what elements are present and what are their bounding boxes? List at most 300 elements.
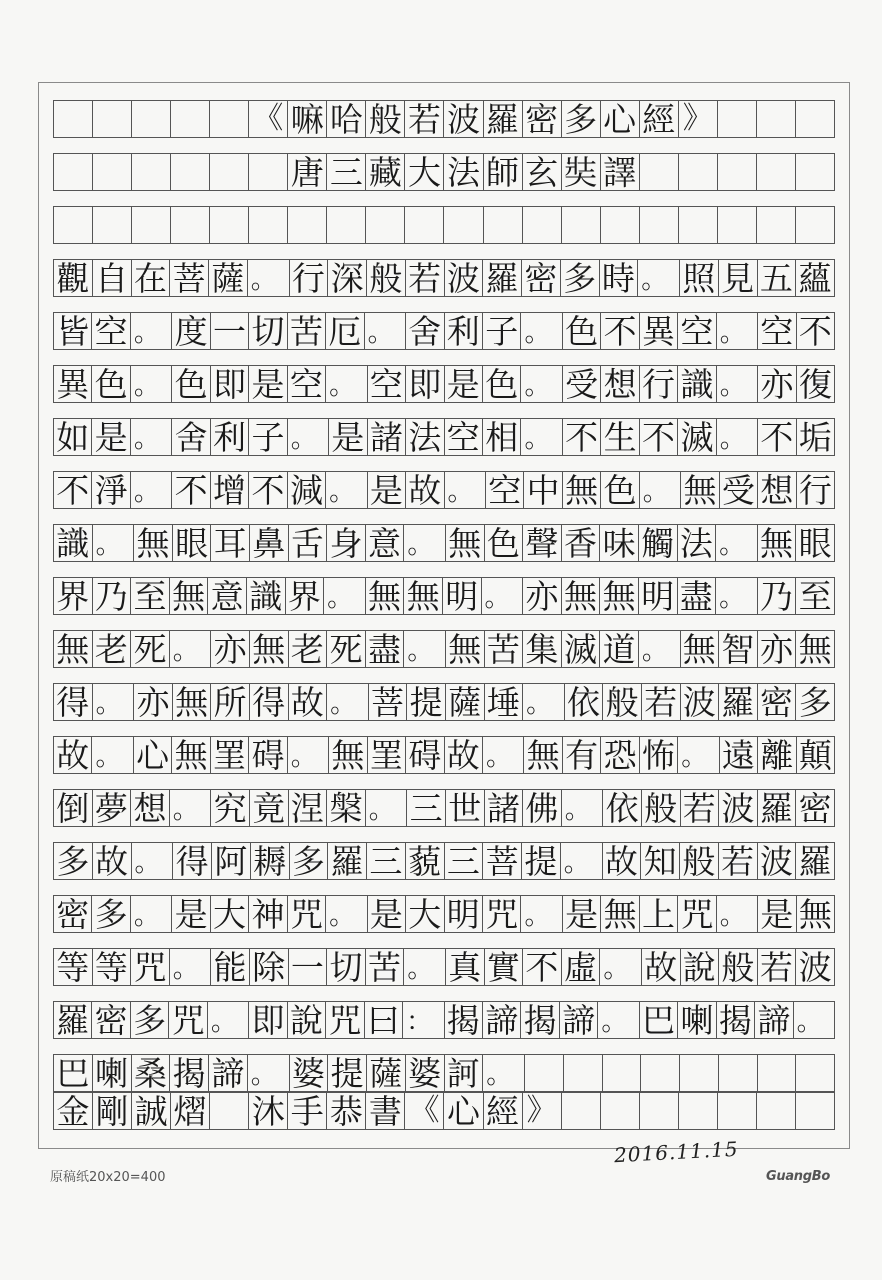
grid-cell-char: 倒 <box>54 790 93 826</box>
grid-cell-char: 神 <box>249 896 287 932</box>
grid-cell-char: 空 <box>486 472 524 508</box>
grid-cell-char: 哈 <box>327 101 366 137</box>
grid-cell-char: 故 <box>445 737 483 773</box>
grid-cell-char: 師 <box>484 154 523 190</box>
grid-cell-char: 觀 <box>54 260 93 296</box>
grid-cell-char: 。 <box>521 896 562 932</box>
grid-cell-char: 揭 <box>717 1002 755 1038</box>
grid-cell-char: 蘊 <box>798 260 832 296</box>
grid-cell-empty <box>640 207 679 243</box>
grid-cell-char: 般 <box>367 260 406 296</box>
grid-cell-char: 若 <box>719 843 758 879</box>
grid-cell-char: 無 <box>404 578 443 614</box>
grid-cell-char: 揭 <box>445 1002 483 1038</box>
grid-cell-char: 波 <box>798 949 832 985</box>
grid-cell-char: 乃 <box>93 578 132 614</box>
grid-cell-empty <box>757 101 796 137</box>
grid-cell-empty <box>132 207 171 243</box>
grid-cell-char: 曰 <box>365 1002 403 1038</box>
grid-cell-empty <box>679 1093 718 1129</box>
grid-cell-char: 。 <box>717 419 758 455</box>
grid-cell-char: 復 <box>798 366 832 402</box>
grid-cell-char: 。 <box>131 313 172 349</box>
grid-cell-char: 受 <box>720 472 758 508</box>
grid-cell-char: 波 <box>719 790 758 826</box>
grid-cell-char: 除 <box>250 949 289 985</box>
grid-cell-char: 。 <box>561 843 603 879</box>
grid-cell-char: 喇 <box>93 1055 132 1091</box>
grid-cell-char: 死 <box>131 631 170 667</box>
grid-cell-char: 碍 <box>406 737 444 773</box>
grid-cell-char: 空 <box>758 313 796 349</box>
grid-cell-empty <box>171 207 210 243</box>
grid-cell-char: 得 <box>54 684 93 720</box>
grid-cell-char: 不 <box>172 472 210 508</box>
grid-cell-char: 。 <box>326 896 367 932</box>
grid-cell-char: 苦 <box>366 949 405 985</box>
grid-cell-char: 。 <box>598 1002 639 1038</box>
grid-cell-char: 空 <box>678 313 716 349</box>
grid-cell-char: 心 <box>444 1093 483 1129</box>
grid-cell-char: 無 <box>170 578 209 614</box>
grid-cell-char: 。 <box>523 684 565 720</box>
grid-cell-char: 無 <box>250 631 289 667</box>
grid-row <box>53 842 835 880</box>
grid-row <box>53 100 835 138</box>
grid-cell-char: 鼻 <box>250 525 289 561</box>
grid-cell-char: 不 <box>798 313 832 349</box>
grid-cell-char: 空 <box>92 313 130 349</box>
grid-cell-char: 異 <box>640 313 678 349</box>
grid-cell-char: 若 <box>406 260 445 296</box>
grid-cell-char: 般 <box>719 949 758 985</box>
grid-cell-char: 。 <box>131 366 172 402</box>
grid-cell-empty <box>564 1055 603 1091</box>
grid-cell-char: 。 <box>248 1055 290 1091</box>
grid-cell-char: 。 <box>208 1002 249 1038</box>
grid-cell-empty <box>54 207 93 243</box>
grid-cell-char: 羅 <box>483 260 522 296</box>
grid-cell-char: 得 <box>250 684 289 720</box>
grid-cell-char: 滅 <box>678 419 716 455</box>
grid-cell-char: 。 <box>327 684 369 720</box>
grid-cell-char: 咒 <box>483 896 521 932</box>
grid-cell-char: 色 <box>485 525 524 561</box>
grid-cell-empty <box>796 101 834 137</box>
grid-cell-char: 。 <box>131 896 172 932</box>
grid-cell-empty <box>249 207 288 243</box>
grid-cell-char: 《 <box>405 1093 444 1129</box>
grid-cell-char: 諦 <box>209 1055 248 1091</box>
grid-cell-empty <box>525 1055 564 1091</box>
grid-cell-char: 般 <box>680 843 719 879</box>
grid-cell-char: 奘 <box>562 154 601 190</box>
grid-cell-char: 。 <box>366 790 408 826</box>
grid-cell-char: 故 <box>54 737 92 773</box>
grid-cell-char: 依 <box>603 790 642 826</box>
grid-cell-char: 舌 <box>289 525 328 561</box>
grid-cell-char: 等 <box>93 949 132 985</box>
grid-cell-char: 大 <box>211 896 249 932</box>
grid-cell-char: 。 <box>521 419 562 455</box>
grid-row <box>53 259 835 297</box>
grid-cell-char: 無 <box>562 578 601 614</box>
grid-cell-char: 子 <box>483 313 521 349</box>
grid-cell-char: 般 <box>642 790 681 826</box>
grid-cell-char: 大 <box>405 154 444 190</box>
grid-cell-char: 觸 <box>639 525 678 561</box>
grid-cell-char: 明 <box>639 578 678 614</box>
grid-cell-char: 減 <box>288 472 326 508</box>
grid-cell-char: 子 <box>249 419 287 455</box>
grid-cell-char: 書 <box>366 1093 405 1129</box>
grid-cell-char: 一 <box>289 949 328 985</box>
grid-cell-empty <box>758 1055 797 1091</box>
grid-cell-char: 。 <box>562 790 604 826</box>
grid-cell-char: 。 <box>326 472 367 508</box>
grid-cell-char: 至 <box>798 578 832 614</box>
grid-cell-empty <box>680 1055 719 1091</box>
grid-cell-char: 密 <box>92 1002 130 1038</box>
grid-row <box>53 683 835 721</box>
grid-cell-char: 是 <box>172 896 210 932</box>
grid-cell-char: 菩 <box>170 260 209 296</box>
grid-cell-empty <box>93 207 132 243</box>
grid-cell-char: 是 <box>368 896 406 932</box>
grid-cell-empty <box>210 1093 249 1129</box>
grid-cell-char: 味 <box>600 525 639 561</box>
grid-cell-char: 。 <box>716 578 758 614</box>
grid-cell-char: 夢 <box>93 790 132 826</box>
grid-cell-char: 密 <box>523 101 562 137</box>
grid-cell-char: 色 <box>172 366 210 402</box>
grid-cell-empty <box>288 207 327 243</box>
paper-format-label: 原稿纸20x20=400 <box>50 1170 166 1185</box>
grid-cell-char: 法 <box>444 154 483 190</box>
grid-cell-char: 不 <box>54 472 92 508</box>
grid-cell-char: 埵 <box>485 684 524 720</box>
grid-cell-char: 。 <box>640 472 681 508</box>
grid-cell-char: 若 <box>681 790 720 826</box>
grid-cell-char: 密 <box>758 684 797 720</box>
grid-cell-char: 。 <box>638 260 680 296</box>
grid-cell-char: 巴 <box>54 1055 93 1091</box>
grid-cell-char: 。 <box>600 949 642 985</box>
grid-cell-empty <box>796 1093 834 1129</box>
grid-cell-char: 無 <box>758 525 797 561</box>
grid-cell-char: 色 <box>601 472 639 508</box>
brand-logo: GuangBo <box>766 1169 830 1184</box>
grid-cell-char: 藏 <box>366 154 405 190</box>
grid-cell-char: 若 <box>405 101 444 137</box>
grid-cell-char: 法 <box>406 419 444 455</box>
grid-row <box>53 206 835 244</box>
grid-cell-char: 。 <box>717 366 758 402</box>
grid-cell-char: 集 <box>523 631 562 667</box>
grid-cell-char: 。 <box>288 737 329 773</box>
grid-cell-char: 。 <box>326 366 367 402</box>
grid-cell-char: 耳 <box>211 525 250 561</box>
grid-cell-empty <box>757 154 796 190</box>
grid-cell-empty <box>366 207 405 243</box>
grid-cell-char: 道 <box>600 631 639 667</box>
grid-cell-char: 。 <box>521 313 562 349</box>
grid-cell-char: 無 <box>524 737 562 773</box>
grid-cell-char: 無 <box>798 896 832 932</box>
grid-cell-char: 想 <box>601 366 639 402</box>
grid-cell-char: 嘛 <box>288 101 327 137</box>
grid-cell-char: 。 <box>521 366 562 402</box>
grid-cell-char: 是 <box>368 472 406 508</box>
grid-row <box>53 895 835 933</box>
grid-cell-char: 諸 <box>485 790 524 826</box>
grid-cell-empty <box>54 101 93 137</box>
grid-cell-empty <box>93 154 132 190</box>
grid-cell-char: 行 <box>290 260 329 296</box>
grid-cell-char: 身 <box>327 525 366 561</box>
grid-cell-empty <box>718 154 757 190</box>
grid-cell-char: 揭 <box>170 1055 209 1091</box>
grid-cell-char: 無 <box>134 525 173 561</box>
grid-cell-char: 利 <box>211 419 249 455</box>
grid-cell-char: 。 <box>796 1007 823 1037</box>
grid-cell-empty <box>718 101 757 137</box>
grid-cell-char: 。 <box>93 684 135 720</box>
grid-cell-char: 顛 <box>798 737 832 773</box>
grid-cell-char: 佛 <box>523 790 562 826</box>
grid-cell-char: 無 <box>54 631 93 667</box>
grid-cell-char: 故 <box>289 684 328 720</box>
grid-cell-char: 法 <box>678 525 717 561</box>
grid-cell-char: 。 <box>170 790 212 826</box>
grid-cell-char: 槃 <box>327 790 366 826</box>
grid-row <box>53 1001 835 1039</box>
grid-cell-char: 巴 <box>640 1002 678 1038</box>
grid-cell-char: 色 <box>563 313 601 349</box>
grid-cell-char: 老 <box>289 631 328 667</box>
grid-cell-empty <box>718 1093 757 1129</box>
grid-cell-char: 即 <box>249 1002 287 1038</box>
grid-cell-char: 無 <box>329 737 367 773</box>
grid-cell-char: 眼 <box>173 525 212 561</box>
grid-cell-char: 。 <box>248 260 290 296</box>
grid-cell-char: 意 <box>208 578 247 614</box>
grid-cell-char: 波 <box>445 260 484 296</box>
grid-cell-char: 自 <box>93 260 132 296</box>
grid-cell-char: 般 <box>603 684 642 720</box>
grid-cell-char: 垢 <box>798 419 832 455</box>
grid-cell-char: 無 <box>173 684 212 720</box>
grid-cell-char: 亦 <box>523 578 562 614</box>
grid-cell-char: 見 <box>719 260 758 296</box>
grid-cell-char: 。 <box>404 949 446 985</box>
grid-cell-empty <box>679 154 718 190</box>
grid-cell-char: 舍 <box>172 419 210 455</box>
grid-row <box>53 577 835 615</box>
grid-cell-char: 羅 <box>719 684 758 720</box>
grid-cell-char: 手 <box>288 1093 327 1129</box>
grid-cell-char: 多 <box>54 843 93 879</box>
grid-cell-char: 喇 <box>678 1002 716 1038</box>
grid-cell-char: 想 <box>758 472 796 508</box>
grid-cell-empty <box>640 1093 679 1129</box>
grid-cell-char: 。 <box>93 525 135 561</box>
grid-cell-char: 婆 <box>290 1055 329 1091</box>
grid-cell-char: ： <box>403 1002 444 1038</box>
grid-cell-char: 說 <box>288 1002 326 1038</box>
grid-cell-char: 世 <box>446 790 485 826</box>
grid-cell-char: 無 <box>600 578 639 614</box>
grid-cell-char: 。 <box>131 472 172 508</box>
grid-cell-char: 。 <box>365 313 406 349</box>
grid-cell-char: 至 <box>131 578 170 614</box>
grid-cell-char: 切 <box>249 313 287 349</box>
grid-cell-char: 無 <box>563 472 601 508</box>
grid-cell-char: 色 <box>483 366 521 402</box>
grid-cell-char: 多 <box>562 101 601 137</box>
grid-cell-char: 婆 <box>406 1055 445 1091</box>
grid-cell-char: 無 <box>446 631 485 667</box>
grid-cell-empty <box>327 207 366 243</box>
grid-cell-char: 生 <box>601 419 639 455</box>
grid-cell-empty <box>718 207 757 243</box>
handwritten-date: 2016.11.15 <box>613 1136 740 1168</box>
grid-cell-empty <box>757 207 796 243</box>
grid-cell-empty <box>640 154 679 190</box>
manuscript-grid-frame <box>38 82 850 1149</box>
grid-cell-char: 。 <box>639 631 681 667</box>
grid-cell-char: 切 <box>327 949 366 985</box>
grid-cell-char: 增 <box>211 472 249 508</box>
grid-cell-char: 眼 <box>798 525 832 561</box>
grid-cell-char: 經 <box>484 1093 523 1129</box>
grid-cell-char: 虛 <box>562 949 601 985</box>
grid-cell-char: 界 <box>54 578 93 614</box>
grid-row <box>53 1092 835 1130</box>
grid-cell-char: 玄 <box>523 154 562 190</box>
grid-cell-char: 不 <box>640 419 678 455</box>
grid-cell-char: 想 <box>131 790 170 826</box>
grid-cell-empty <box>796 154 834 190</box>
grid-cell-char: 相 <box>483 419 521 455</box>
grid-row <box>53 365 835 403</box>
grid-cell-char: 諦 <box>755 1002 793 1038</box>
grid-cell-char: 故 <box>642 949 681 985</box>
grid-cell-char: 菩 <box>483 843 522 879</box>
grid-cell-char: 有 <box>563 737 601 773</box>
grid-cell-char: 。 <box>445 472 486 508</box>
grid-cell-char: 桑 <box>132 1055 171 1091</box>
grid-cell-char: 明 <box>443 578 482 614</box>
grid-row <box>53 948 835 986</box>
grid-cell-char: 淨 <box>92 472 130 508</box>
grid-cell-char: 識 <box>247 578 286 614</box>
grid-cell-char: 無 <box>681 631 720 667</box>
grid-row <box>53 312 835 350</box>
grid-cell-char: 所 <box>211 684 250 720</box>
grid-cell-char: 依 <box>565 684 604 720</box>
grid-cell-char: 盡 <box>678 578 717 614</box>
grid-cell-char: 在 <box>132 260 171 296</box>
grid-cell-empty <box>171 154 210 190</box>
grid-cell-char: 多 <box>798 684 832 720</box>
grid-row <box>53 153 835 191</box>
grid-cell-char: 》 <box>679 101 718 137</box>
grid-cell-empty <box>601 207 640 243</box>
grid-cell-empty <box>210 207 249 243</box>
grid-cell-char: 死 <box>327 631 366 667</box>
grid-cell-char: 多 <box>290 843 329 879</box>
grid-cell-char: 羅 <box>484 101 523 137</box>
grid-cell-char: 羅 <box>54 1002 92 1038</box>
grid-cell-char: 。 <box>170 631 212 667</box>
grid-cell-empty <box>601 1093 640 1129</box>
grid-cell-empty <box>562 207 601 243</box>
grid-cell-char: 不 <box>601 313 639 349</box>
grid-cell-char: 是 <box>445 366 483 402</box>
grid-cell-empty <box>523 207 562 243</box>
grid-cell-char: 滅 <box>562 631 601 667</box>
grid-cell-char: 故 <box>93 843 132 879</box>
grid-cell-char: 咒 <box>169 1002 207 1038</box>
grid-cell-empty <box>132 101 171 137</box>
grid-cell-char: 亦 <box>211 631 250 667</box>
grid-cell-char: 經 <box>640 101 679 137</box>
grid-cell-char: 。 <box>717 896 758 932</box>
grid-row <box>53 630 835 668</box>
grid-cell-empty <box>249 154 288 190</box>
grid-cell-char: 明 <box>445 896 483 932</box>
grid-cell-empty <box>603 1055 642 1091</box>
grid-cell-char: 多 <box>92 896 130 932</box>
grid-cell-char: 亦 <box>134 684 173 720</box>
grid-cell-empty <box>796 1055 834 1091</box>
grid-cell-char: 金 <box>54 1093 93 1129</box>
grid-cell-char: 色 <box>92 366 130 402</box>
grid-row <box>53 789 835 827</box>
grid-cell-char: 訶 <box>445 1055 484 1091</box>
grid-cell-char: 恐 <box>601 737 639 773</box>
grid-cell-char: 多 <box>561 260 600 296</box>
grid-cell-char: 無 <box>446 525 485 561</box>
grid-cell-char: 無 <box>798 631 832 667</box>
grid-cell-char: 。 <box>404 525 446 561</box>
grid-cell-char: 究 <box>211 790 250 826</box>
grid-cell-char: 中 <box>524 472 562 508</box>
grid-cell-char: 密 <box>522 260 561 296</box>
grid-cell-char: 空 <box>445 419 483 455</box>
grid-cell-char: 咒 <box>131 949 170 985</box>
grid-cell-char: 提 <box>407 684 446 720</box>
grid-cell-char: 涅 <box>289 790 328 826</box>
grid-cell-char: 真 <box>446 949 485 985</box>
grid-cell-char: 實 <box>485 949 524 985</box>
grid-row <box>53 524 835 562</box>
grid-cell-char: 譯 <box>601 154 640 190</box>
grid-cell-char: 。 <box>483 737 524 773</box>
grid-cell-char: 揭 <box>521 1002 559 1038</box>
grid-cell-char: 深 <box>328 260 367 296</box>
grid-cell-char: 照 <box>680 260 719 296</box>
grid-cell-char: 度 <box>172 313 210 349</box>
grid-cell-char: 竟 <box>250 790 289 826</box>
grid-cell-char: 咒 <box>678 896 716 932</box>
grid-cell-char: 。 <box>288 419 329 455</box>
grid-row <box>53 471 835 509</box>
grid-cell-char: 。 <box>482 578 524 614</box>
grid-cell-char: 。 <box>716 525 758 561</box>
grid-row <box>53 736 835 774</box>
